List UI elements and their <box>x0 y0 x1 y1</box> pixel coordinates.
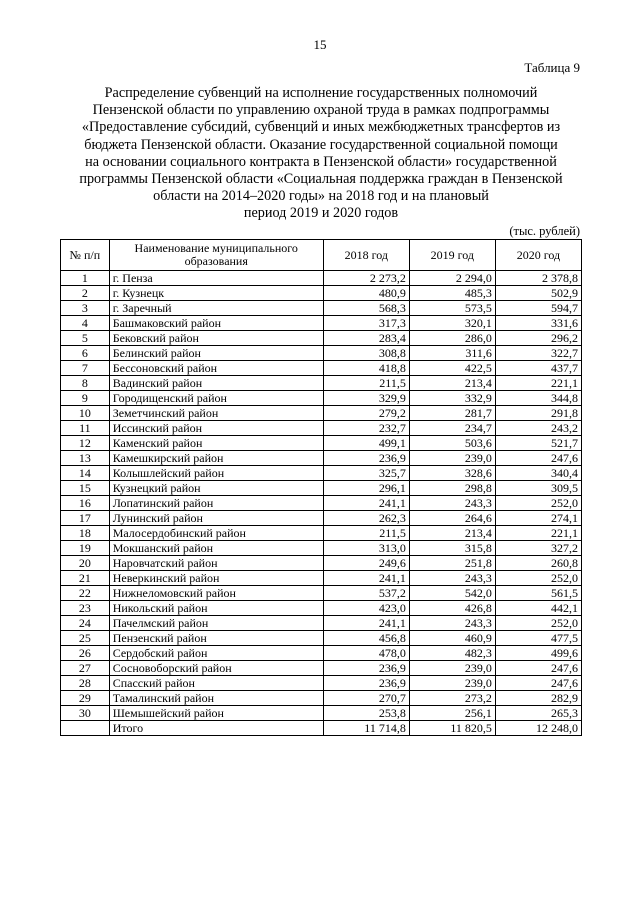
value-2019: 485,3 <box>409 286 495 301</box>
row-name: Бековский район <box>109 331 323 346</box>
value-2018: 313,0 <box>323 541 409 556</box>
row-name: Наровчатский район <box>109 556 323 571</box>
value-2020: 561,5 <box>495 586 581 601</box>
row-number: 27 <box>61 661 110 676</box>
value-2018: 423,0 <box>323 601 409 616</box>
value-2018: 456,8 <box>323 631 409 646</box>
table-row <box>61 376 582 391</box>
value-2019: 256,1 <box>409 706 495 721</box>
title-line: бюджета Пензенской области. Оказание государственной социальной помощи <box>84 136 558 153</box>
row-number: 16 <box>61 496 110 511</box>
row-number: 25 <box>61 631 110 646</box>
value-2019: 213,4 <box>409 376 495 391</box>
value-2020: 502,9 <box>495 286 581 301</box>
value-2019: 286,0 <box>409 331 495 346</box>
value-2020: 296,2 <box>495 331 581 346</box>
value-2019: 320,1 <box>409 316 495 331</box>
row-number: 22 <box>61 586 110 601</box>
table-row <box>61 406 582 421</box>
value-2020: 247,6 <box>495 676 581 691</box>
value-2018: 283,4 <box>323 331 409 346</box>
units-label: (тыс. рублей) <box>509 224 580 238</box>
value-2018: 325,7 <box>323 466 409 481</box>
row-number: 15 <box>61 481 110 496</box>
row-number: 28 <box>61 676 110 691</box>
value-2020: 340,4 <box>495 466 581 481</box>
table-row <box>61 646 582 661</box>
value-2020: 442,1 <box>495 601 581 616</box>
table-row <box>61 436 582 451</box>
row-number: 11 <box>61 421 110 436</box>
row-name: Итого <box>109 721 323 736</box>
table-label: Таблица 9 <box>524 60 580 75</box>
table-row <box>61 556 582 571</box>
row-name: Башмаковский район <box>109 316 323 331</box>
row-name: Малосердобинский район <box>109 526 323 541</box>
value-2018: 253,8 <box>323 706 409 721</box>
table-row <box>61 421 582 436</box>
value-2018: 236,9 <box>323 451 409 466</box>
row-name: Земетчинский район <box>109 406 323 421</box>
value-2019: 311,6 <box>409 346 495 361</box>
title-line: на основании социального контракта в Пензенской области» государственной <box>85 153 557 170</box>
value-2019: 332,9 <box>409 391 495 406</box>
value-2020: 265,3 <box>495 706 581 721</box>
row-number: 10 <box>61 406 110 421</box>
value-2018: 241,1 <box>323 571 409 586</box>
value-2018: 308,8 <box>323 346 409 361</box>
table-row <box>61 451 582 466</box>
row-number: 6 <box>61 346 110 361</box>
table-row <box>61 481 582 496</box>
row-name: Лопатинский район <box>109 496 323 511</box>
row-name: Мокшанский район <box>109 541 323 556</box>
row-name: Вадинский район <box>109 376 323 391</box>
value-2019: 2 294,0 <box>409 271 495 286</box>
table-row <box>61 616 582 631</box>
value-2019: 213,4 <box>409 526 495 541</box>
row-name: г. Пенза <box>109 271 323 286</box>
value-2020: 12 248,0 <box>495 721 581 736</box>
value-2018: 279,2 <box>323 406 409 421</box>
table-row <box>61 301 582 316</box>
header-2020: 2020 год <box>495 240 581 271</box>
value-2020: 260,8 <box>495 556 581 571</box>
value-2018: 262,3 <box>323 511 409 526</box>
value-2020: 247,6 <box>495 451 581 466</box>
table-row <box>61 601 582 616</box>
value-2018: 211,5 <box>323 376 409 391</box>
value-2019: 11 820,5 <box>409 721 495 736</box>
value-2020: 282,9 <box>495 691 581 706</box>
row-number: 1 <box>61 271 110 286</box>
value-2018: 418,8 <box>323 361 409 376</box>
value-2020: 437,7 <box>495 361 581 376</box>
value-2019: 298,8 <box>409 481 495 496</box>
row-number: 26 <box>61 646 110 661</box>
value-2019: 281,7 <box>409 406 495 421</box>
row-name: Иссинский район <box>109 421 323 436</box>
row-number: 17 <box>61 511 110 526</box>
value-2018: 241,1 <box>323 496 409 511</box>
value-2020: 221,1 <box>495 526 581 541</box>
value-2019: 573,5 <box>409 301 495 316</box>
value-2019: 273,2 <box>409 691 495 706</box>
header-name: Наименование муниципального образования <box>109 240 323 271</box>
row-number: 21 <box>61 571 110 586</box>
value-2019: 239,0 <box>409 661 495 676</box>
row-number: 23 <box>61 601 110 616</box>
row-name: г. Заречный <box>109 301 323 316</box>
value-2020: 477,5 <box>495 631 581 646</box>
value-2020: 252,0 <box>495 616 581 631</box>
row-number: 30 <box>61 706 110 721</box>
value-2020: 331,6 <box>495 316 581 331</box>
table-row <box>61 541 582 556</box>
value-2019: 422,5 <box>409 361 495 376</box>
row-number: 8 <box>61 376 110 391</box>
value-2018: 296,1 <box>323 481 409 496</box>
row-number: 19 <box>61 541 110 556</box>
row-number: 7 <box>61 361 110 376</box>
value-2019: 234,7 <box>409 421 495 436</box>
value-2018: 499,1 <box>323 436 409 451</box>
row-number: 4 <box>61 316 110 331</box>
row-number: 13 <box>61 451 110 466</box>
title-line: Пензенской области по управлению охраной труда в рамках подпрограммы <box>92 102 550 119</box>
table-row <box>61 691 582 706</box>
value-2020: 327,2 <box>495 541 581 556</box>
row-name: Шемышейский район <box>109 706 323 721</box>
row-number <box>61 721 110 736</box>
table-row <box>61 466 582 481</box>
value-2018: 537,2 <box>323 586 409 601</box>
table-row <box>61 346 582 361</box>
value-2019: 482,3 <box>409 646 495 661</box>
header-number: № п/п <box>61 240 110 271</box>
table-row <box>61 286 582 301</box>
row-name: Никольский район <box>109 601 323 616</box>
table-row <box>61 316 582 331</box>
table-row <box>61 361 582 376</box>
row-name: Лунинский район <box>109 511 323 526</box>
row-number: 5 <box>61 331 110 346</box>
value-2020: 499,6 <box>495 646 581 661</box>
row-name: Сосновоборский район <box>109 661 323 676</box>
value-2020: 322,7 <box>495 346 581 361</box>
value-2018: 249,6 <box>323 556 409 571</box>
value-2018: 478,0 <box>323 646 409 661</box>
value-2018: 236,9 <box>323 676 409 691</box>
title-line: области на 2014–2020 годы» на 2018 год и на плановый <box>153 188 489 205</box>
value-2019: 542,0 <box>409 586 495 601</box>
table-row <box>61 526 582 541</box>
title-line: «Предоставление субсидий, субвенций и иных межбюджетных трансфертов из <box>81 119 561 136</box>
table-row <box>61 391 582 406</box>
row-name: Нижнеломовский район <box>109 586 323 601</box>
value-2019: 328,6 <box>409 466 495 481</box>
value-2018: 11 714,8 <box>323 721 409 736</box>
value-2019: 239,0 <box>409 676 495 691</box>
data-table <box>60 239 582 736</box>
table-row <box>61 496 582 511</box>
header-2018: 2018 год <box>323 240 409 271</box>
page-number: 15 <box>313 37 327 52</box>
table-row <box>61 511 582 526</box>
row-name: Колышлейский район <box>109 466 323 481</box>
value-2020: 243,2 <box>495 421 581 436</box>
value-2020: 252,0 <box>495 496 581 511</box>
value-2019: 243,3 <box>409 496 495 511</box>
row-number: 20 <box>61 556 110 571</box>
value-2019: 264,6 <box>409 511 495 526</box>
title-line: программы Пензенской области «Социальная поддержка граждан в Пензенской <box>79 171 563 188</box>
value-2018: 270,7 <box>323 691 409 706</box>
row-name: Пачелмский район <box>109 616 323 631</box>
row-name: г. Кузнецк <box>109 286 323 301</box>
total-row <box>61 721 582 736</box>
row-name: Камешкирский район <box>109 451 323 466</box>
value-2020: 221,1 <box>495 376 581 391</box>
value-2020: 2 378,8 <box>495 271 581 286</box>
value-2020: 594,7 <box>495 301 581 316</box>
table-row <box>61 571 582 586</box>
value-2019: 503,6 <box>409 436 495 451</box>
title-line: период 2019 и 2020 годов <box>243 205 399 222</box>
value-2018: 568,3 <box>323 301 409 316</box>
header-2019: 2019 год <box>409 240 495 271</box>
row-number: 18 <box>61 526 110 541</box>
value-2018: 241,1 <box>323 616 409 631</box>
title-line: Распределение субвенций на исполнение государственных полномочий <box>104 85 538 101</box>
row-number: 29 <box>61 691 110 706</box>
value-2019: 426,8 <box>409 601 495 616</box>
value-2018: 236,9 <box>323 661 409 676</box>
table-row <box>61 706 582 721</box>
value-2020: 291,8 <box>495 406 581 421</box>
row-name: Сердобский район <box>109 646 323 661</box>
row-number: 2 <box>61 286 110 301</box>
value-2020: 274,1 <box>495 511 581 526</box>
value-2019: 243,3 <box>409 616 495 631</box>
value-2020: 309,5 <box>495 481 581 496</box>
row-name: Кузнецкий район <box>109 481 323 496</box>
value-2019: 460,9 <box>409 631 495 646</box>
table-row <box>61 271 582 286</box>
value-2018: 2 273,2 <box>323 271 409 286</box>
row-name: Неверкинский район <box>109 571 323 586</box>
table-row <box>61 676 582 691</box>
value-2018: 232,7 <box>323 421 409 436</box>
table-row <box>61 331 582 346</box>
row-number: 14 <box>61 466 110 481</box>
value-2019: 251,8 <box>409 556 495 571</box>
header-row <box>61 240 582 271</box>
row-name: Городищенский район <box>109 391 323 406</box>
row-name: Спасский район <box>109 676 323 691</box>
table-row <box>61 586 582 601</box>
row-name: Тамалинский район <box>109 691 323 706</box>
value-2020: 247,6 <box>495 661 581 676</box>
value-2019: 243,3 <box>409 571 495 586</box>
row-number: 3 <box>61 301 110 316</box>
value-2018: 329,9 <box>323 391 409 406</box>
row-name: Каменский район <box>109 436 323 451</box>
value-2020: 521,7 <box>495 436 581 451</box>
row-name: Пензенский район <box>109 631 323 646</box>
row-number: 24 <box>61 616 110 631</box>
value-2019: 315,8 <box>409 541 495 556</box>
row-name: Бессоновский район <box>109 361 323 376</box>
value-2018: 480,9 <box>323 286 409 301</box>
row-name: Белинский район <box>109 346 323 361</box>
document-title <box>62 85 580 223</box>
row-number: 9 <box>61 391 110 406</box>
table-row <box>61 661 582 676</box>
value-2019: 239,0 <box>409 451 495 466</box>
row-number: 12 <box>61 436 110 451</box>
value-2020: 344,8 <box>495 391 581 406</box>
table-row <box>61 631 582 646</box>
value-2020: 252,0 <box>495 571 581 586</box>
value-2018: 317,3 <box>323 316 409 331</box>
value-2018: 211,5 <box>323 526 409 541</box>
